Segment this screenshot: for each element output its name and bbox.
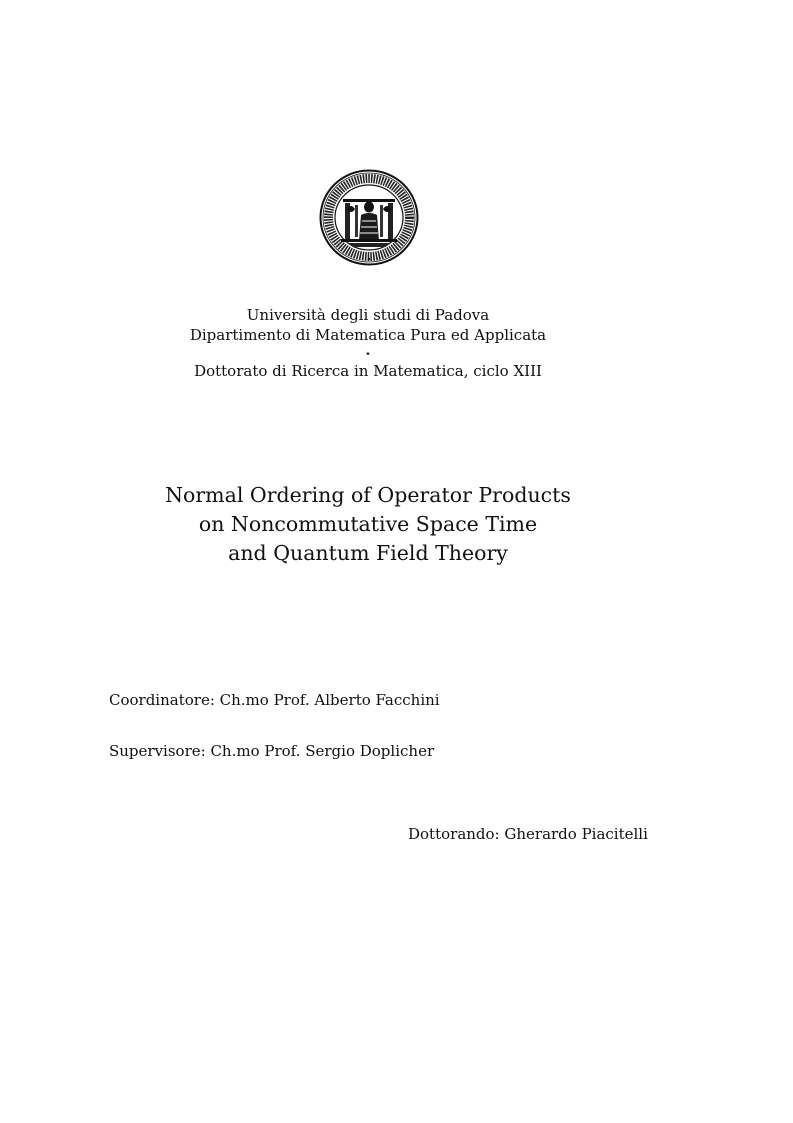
doctoral-program: Dottorato di Ricerca in Matematica, ciclo XIII bbox=[194, 362, 542, 380]
department-name: Dipartimento di Matematica Pura ed Applicata bbox=[189, 326, 547, 344]
candidate-line: Dottorando: Gherardo Piacitelli bbox=[408, 825, 648, 843]
thesis-title-line-3: and Quantum Field Theory bbox=[228, 541, 508, 565]
thesis-title-line-2: on Noncommutative Space Time bbox=[198, 512, 538, 536]
supervisor-line: Supervisore: Ch.mo Prof. Sergio Doplicher bbox=[109, 742, 435, 760]
thesis-title bbox=[118, 481, 618, 568]
institution-block bbox=[118, 305, 618, 381]
thesis-title-line-1: Normal Ordering of Operator Products bbox=[165, 483, 571, 507]
university-seal-icon bbox=[319, 169, 419, 266]
star-separator: ⋆ bbox=[364, 347, 372, 360]
coordinator-line: Coordinatore: Ch.mo Prof. Alberto Facchini bbox=[109, 691, 440, 709]
university-name: Università degli studi di Padova bbox=[246, 306, 490, 324]
